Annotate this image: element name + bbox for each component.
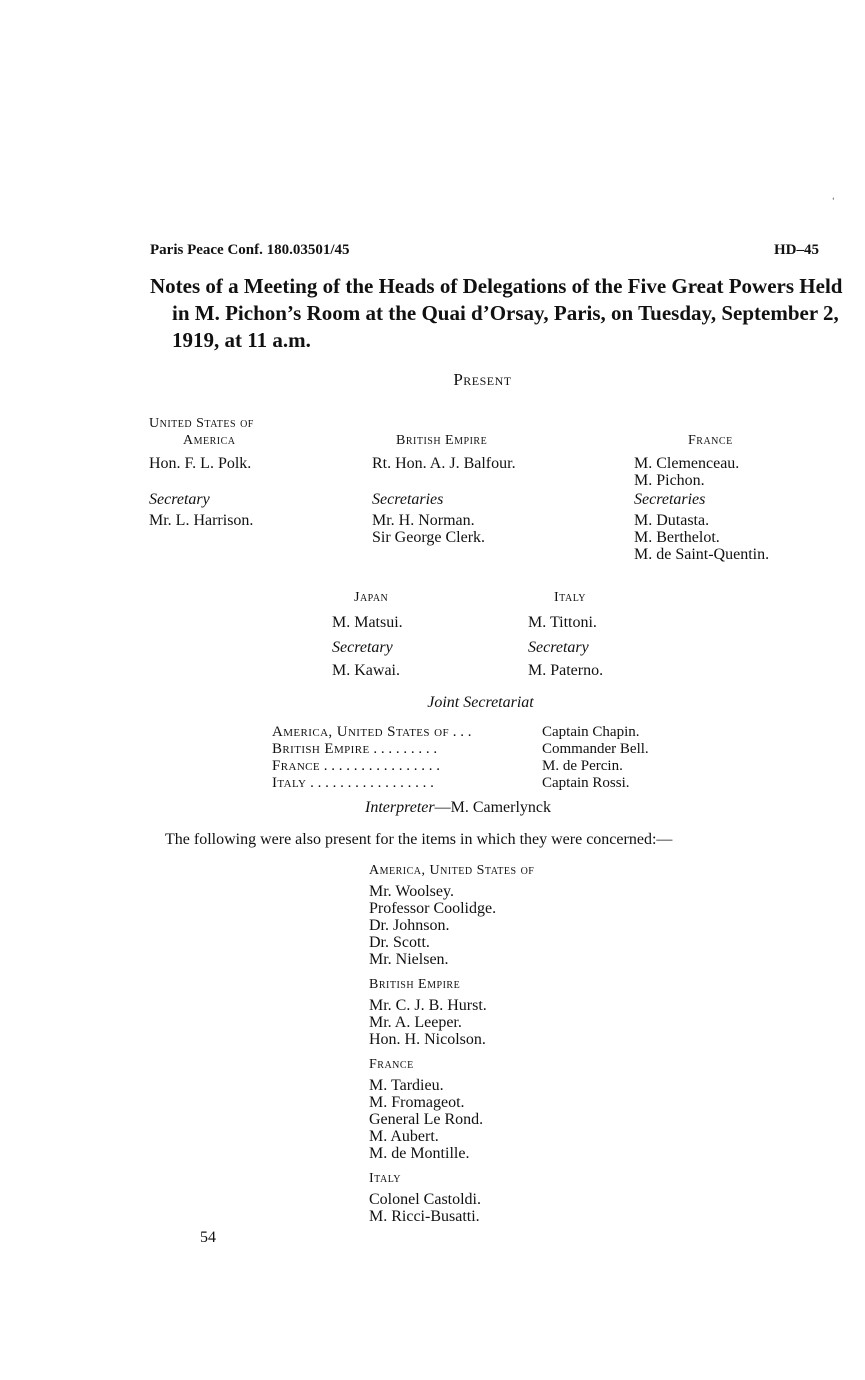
member: M. Matsui. — [332, 614, 403, 631]
member: Rt. Hon. A. J. Balfour. — [372, 455, 516, 472]
secretary: M. Paterno. — [528, 662, 604, 679]
delegation-british-empire — [372, 432, 516, 546]
secretary-label: Secretary — [332, 639, 393, 656]
secretary-label: Secretary — [149, 491, 210, 508]
delegation-france — [634, 432, 769, 563]
stray-mark: ‘ — [832, 196, 835, 205]
member: Hon. F. L. Polk. — [149, 455, 252, 472]
member: M. Tittoni. — [528, 614, 597, 631]
secretary: Mr. L. Harrison. — [149, 512, 254, 529]
secretary: M. de Saint-Quentin. — [634, 546, 770, 563]
present-heading: Present — [453, 370, 512, 389]
member: M. Pichon. — [634, 472, 705, 489]
joint-secretariat-row: British Empire . . . . . . . . . Commander Bell. — [272, 741, 649, 757]
page-number: 54 — [200, 1229, 216, 1246]
also-present-group-france: France M. Tardieu. M. Fromageot. General Le Rond. M. Aubert. M. de Montille. — [369, 1057, 484, 1162]
document-code: HD–45 — [774, 242, 819, 258]
delegation-japan — [332, 589, 403, 679]
delegation-usa-heading: United States of America — [149, 416, 254, 448]
delegation-italy-heading: Italy — [554, 590, 587, 605]
delegation-japan-heading: Japan — [354, 590, 389, 605]
interpreter-line: Interpreter—M. Camerlynck — [365, 799, 552, 816]
delegation-italy — [528, 589, 603, 679]
secretaries-label: Secretaries — [634, 491, 706, 508]
secretaries-label: Secretaries — [372, 491, 444, 508]
joint-secretariat-row: France . . . . . . . . . . . . . . . . M. de Percin. — [272, 758, 623, 774]
also-present-group-usa: America, United States of Mr. Woolsey. Professor Coolidge. Dr. Johnson. Dr. Scott. Mr. Nielsen. — [369, 863, 535, 968]
also-present-group-italy: Italy Colonel Castoldi. M. Ricci-Busatti. — [369, 1171, 481, 1225]
joint-secretariat-heading: Joint Secretariat — [427, 694, 534, 711]
page-title: Notes of a Meeting of the Heads of Delegations of the Five Great Powers Held in M. Pichon’s Room at the Quai d’Orsay, Paris, on Tuesday, September 2, 1919, at 11 a.m. — [150, 274, 843, 352]
document-reference: Paris Peace Conf. 180.03501/45 — [150, 242, 350, 258]
secretary-label: Secretary — [528, 639, 589, 656]
secretary: M. Dutasta. — [634, 512, 710, 529]
secretary: Mr. H. Norman. — [372, 512, 475, 529]
delegation-british-heading: British Empire — [396, 433, 488, 448]
secretary: M. Kawai. — [332, 662, 400, 679]
also-present-group-british: British Empire Mr. C. J. B. Hurst. Mr. A. Leeper. Hon. H. Nicolson. — [369, 977, 487, 1048]
secretary: M. Berthelot. — [634, 529, 720, 546]
joint-secretariat-row: Italy . . . . . . . . . . . . . . . . . Captain Rossi. — [272, 775, 630, 791]
joint-secretariat-list — [272, 724, 649, 792]
delegation-usa — [149, 415, 254, 529]
also-present-intro: The following were also present for the items in which they were concerned:— — [165, 831, 673, 848]
delegation-france-heading: France — [688, 433, 733, 448]
joint-secretariat-row: America, United States of . . . Captain Chapin. — [272, 724, 640, 740]
also-present-list — [369, 862, 534, 1233]
secretary: Sir George Clerk. — [372, 529, 486, 546]
member: M. Clemenceau. — [634, 455, 740, 472]
